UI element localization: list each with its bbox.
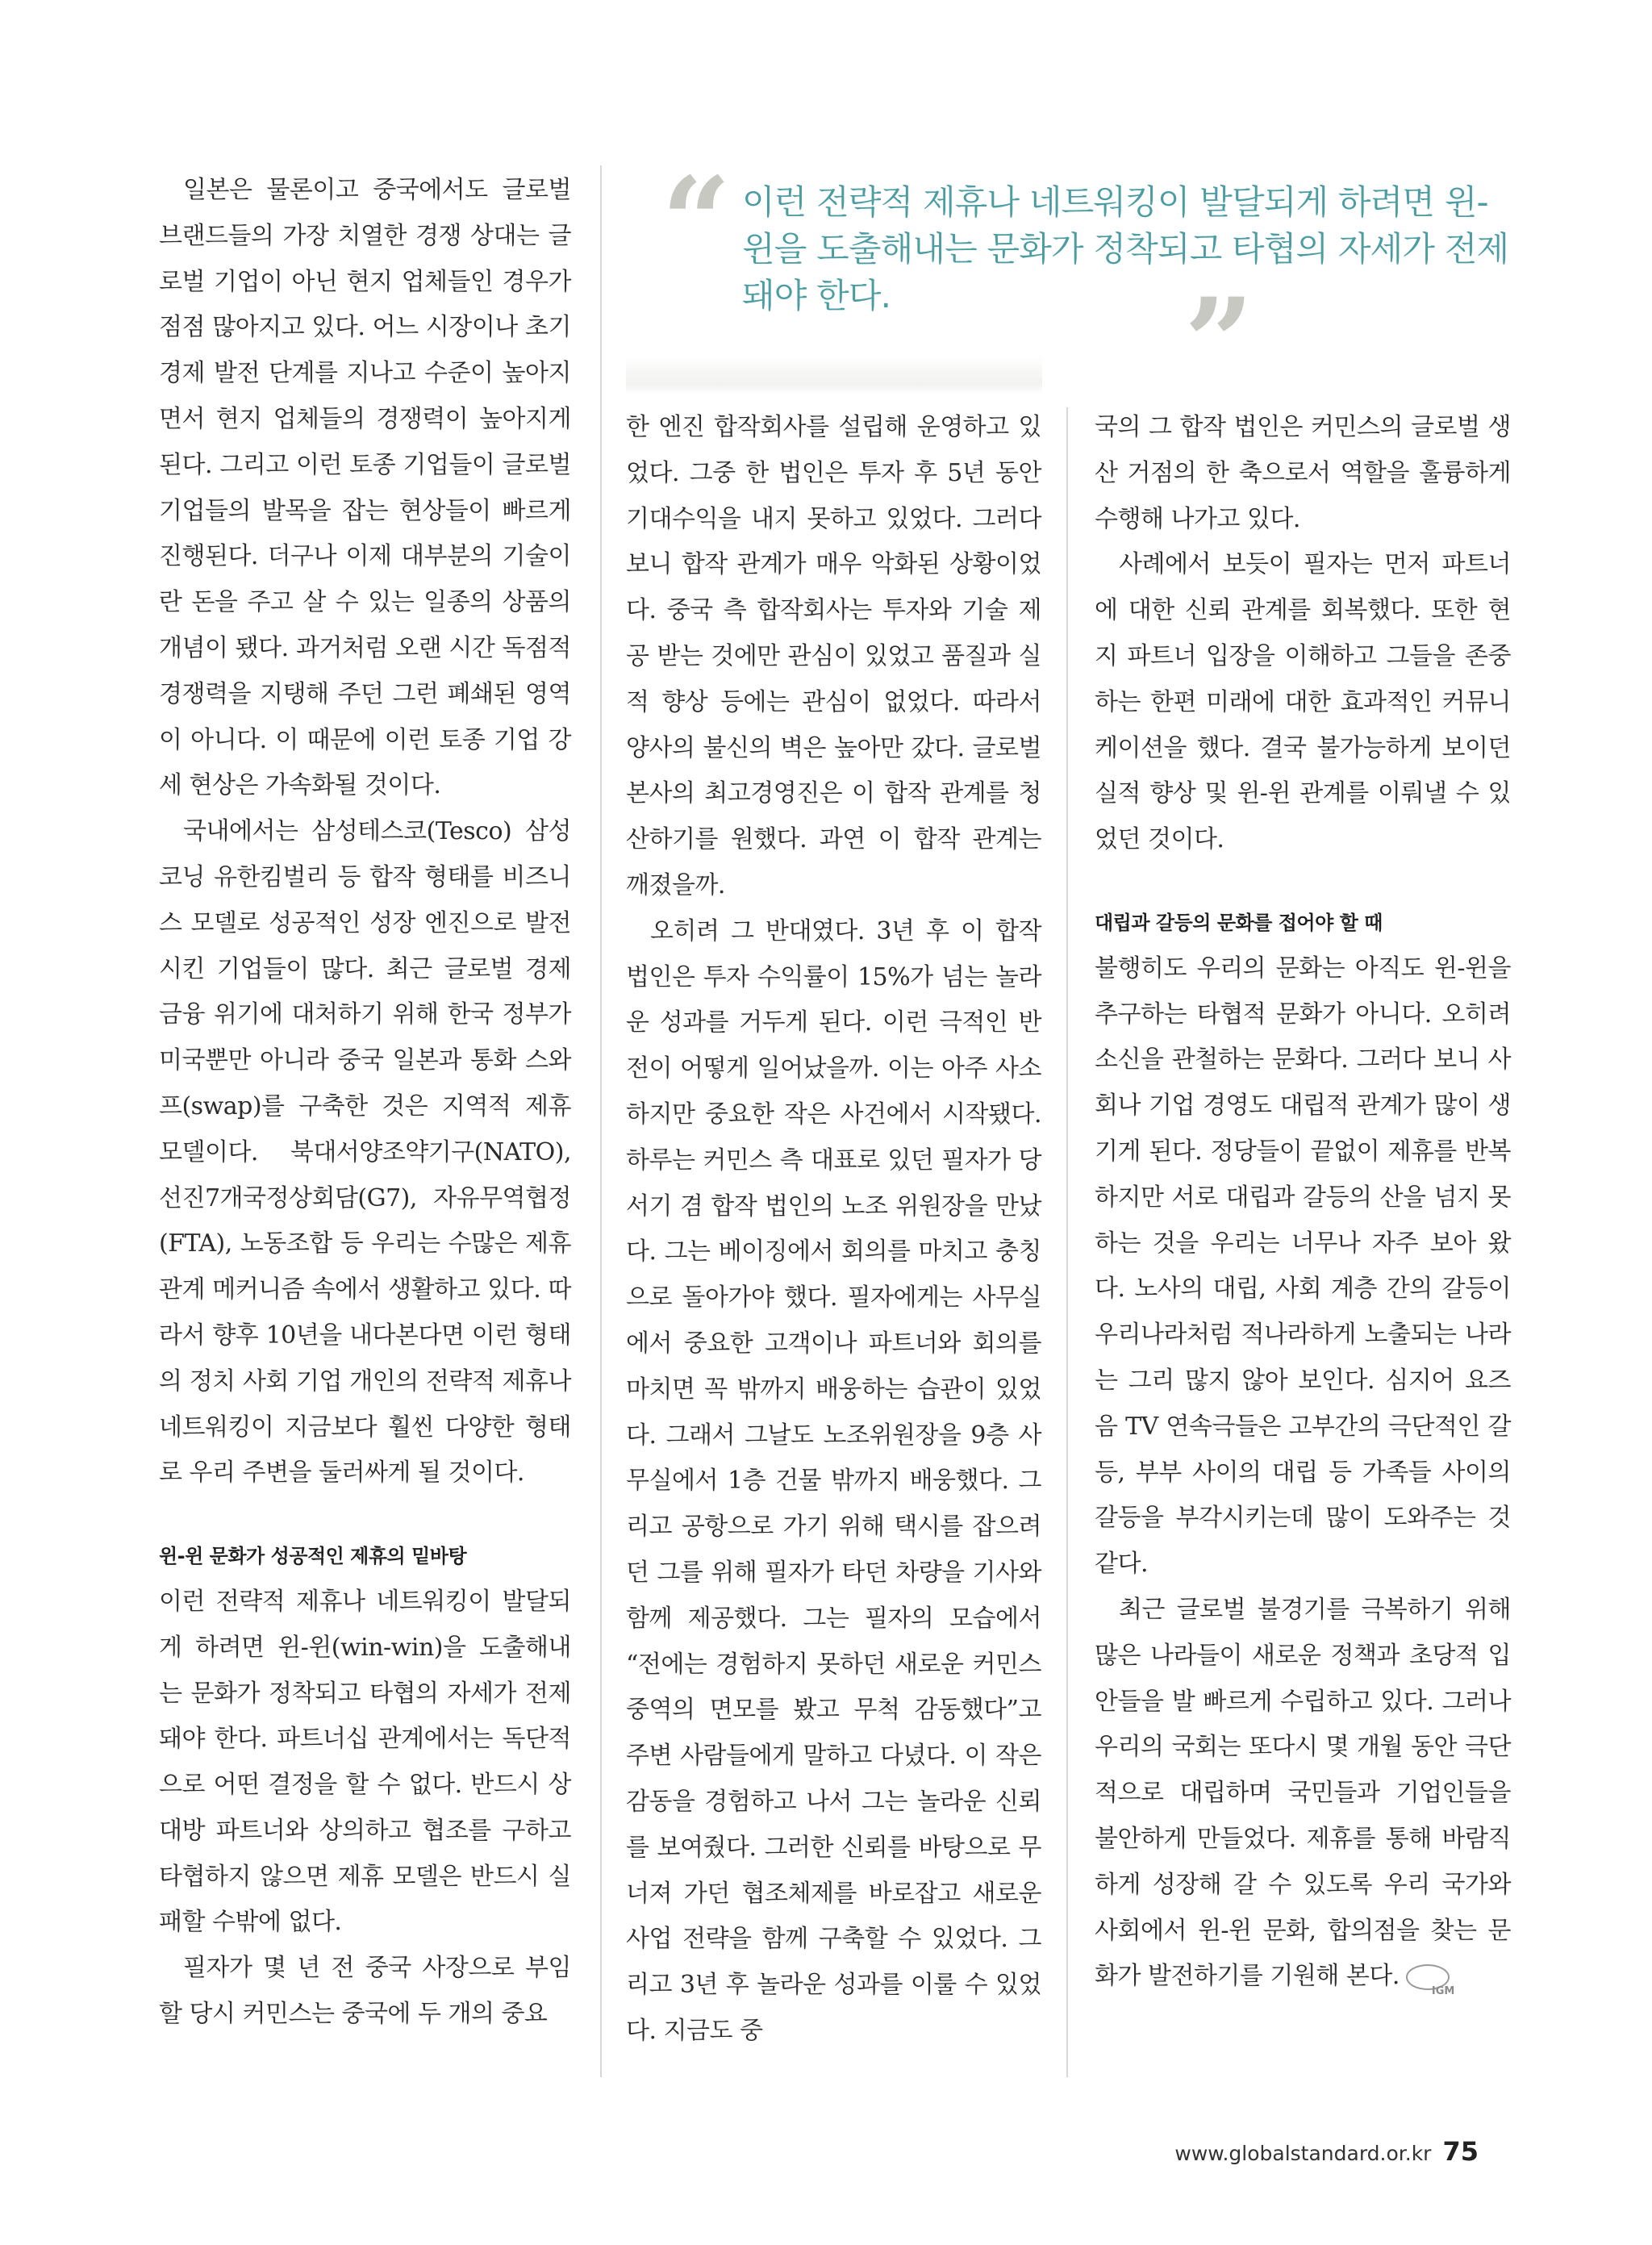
column-divider (1066, 407, 1068, 2077)
page-number: 75 (1442, 2136, 1479, 2167)
article-column-3 (1095, 405, 1511, 2000)
paragraph: 사례에서 보듯이 필자는 먼저 파트너에 대한 신뢰 관계를 회복했다. 또한 현지 파트너 입장을 이해하고 그들을 존중하는 한편 미래에 대한 효과적인 커뮤니케이션을 했다. 결국 불가능하게 보이던 실적 향상 및 윈-윈 관계를 이뤄낼 수 있었던 것이다. (1095, 550, 1511, 854)
pull-quote: 이런 전략적 제휴나 네트워킹이 발달되게 하려면 윈-윈을 도출해내는 문화가 정착되고 타협의 자세가 전제돼야 한다. (742, 182, 1509, 315)
quote-background-fade (626, 355, 1042, 395)
igm-logo-icon (1406, 1964, 1455, 1998)
paragraph: 한 엔진 합작회사를 설립해 운영하고 있었다. 그중 한 법인은 투자 후 5년 동안 기대수익을 내지 못하고 있었다. 그러다 보니 합작 관계가 매우 악화된 상황이었다. 중국 측 합작회사는 투자와 기술 제공 받는 것에만 관심이 있었고 품질과 실적 향상 등에는 관심이 없었다. 따라서 양사의 불신의 벽은 높아만 갔다. 글로벌 본사의 최고경영진은 이 합작 관계를 청산하기를 원했다. 과연 이 합작 관계는 깨졌을까. (626, 413, 1041, 899)
column-divider (600, 165, 602, 2077)
page-footer (1174, 2136, 1479, 2167)
paragraph: 필자가 몇 년 전 중국 사장으로 부임할 당시 커민스는 중국에 두 개의 중요 (159, 1954, 571, 2029)
article-column-2 (626, 405, 1041, 2055)
close-quote-icon: ” (1184, 272, 1254, 414)
logo-text: IGM (1431, 1985, 1455, 1998)
paragraph: 이런 전략적 제휴나 네트워킹이 발달되게 하려면 윈-윈(win-win)을 도출해내는 문화가 정착되고 타협의 자세가 전제돼야 한다. 파트너십 관계에서는 독단적으로 어떤 결정을 할 수 없다. 반드시 상대방 파트너와 상의하고 협조를 구하고 타협하지 않으면 제휴 모델은 반드시 실패할 수밖에 없다. (159, 1587, 571, 1937)
paragraph: 불행히도 우리의 문화는 아직도 윈-윈을 추구하는 타협적 문화가 아니다. 오히려 소신을 관철하는 문화다. 그러다 보니 사회나 기업 경영도 대립적 관계가 많이 생기게 된다. 정당들이 끝없이 제휴를 반복하지만 서로 대립과 갈등의 산을 넘지 못하는 것을 우리는 너무나 자주 보아 왔다. 노사의 대립, 사회 계층 간의 갈등이 우리나라처럼 적나라하게 노출되는 나라는 그리 많지 않아 보인다. 심지어 요즈음 TV 연속극들은 고부간의 극단적인 갈등, 부부 사이의 대립 등 가족들 사이의 갈등을 부각시키는데 많이 도와주는 것 같다. (1095, 953, 1511, 1579)
open-quote-icon: “ (661, 151, 732, 293)
paragraph: 국내에서는 삼성테스코(Tesco) 삼성코닝 유한킴벌리 등 합작 형태를 비즈니스 모델로 성공적인 성장 엔진으로 발전시킨 기업들이 많다. 최근 글로벌 경제 금융 위기에 대처하기 위해 한국 정부가 미국뿐만 아니라 중국 일본과 통화 스와프(swap)를 구축한 것은 지역적 제휴 모델이다. 북대서양조약기구(NATO), 선진7개국정상회담(G7), 자유무역협정(FTA), 노동조합 등 우리는 수많은 제휴 관계 메커니즘 속에서 생활하고 있다. 따라서 향후 10년을 내다본다면 이런 형태의 정치 사회 기업 개인의 전략적 제휴나 네트워킹이 지금보다 훨씬 다양한 형태로 우리 주변을 둘러싸게 될 것이다. (159, 817, 571, 1488)
section-heading: 윈-윈 문화가 성공적인 제휴의 밑바탕 (159, 1545, 467, 1568)
paragraph: 일본은 물론이고 중국에서도 글로벌 브랜드들의 가장 치열한 경쟁 상대는 글로벌 기업이 아닌 현지 업체들인 경우가 점점 많아지고 있다. 어느 시장이나 초기 경제 발전 단계를 지나고 수준이 높아지면서 현지 업체들의 경쟁력이 높아지게 된다. 그리고 이런 토종 기업들이 글로벌 기업들의 발목을 잡는 현상들이 빠르게 진행된다. 더구나 이제 대부분의 기술이란 돈을 주고 살 수 있는 일종의 상품의 개념이 됐다. 과거처럼 오랜 시간 독점적 경쟁력을 지탱해 주던 그런 폐쇄된 영역이 아니다. 이 때문에 이런 토종 기업 강세 현상은 가속화될 것이다. (159, 176, 571, 800)
paragraph (1095, 1588, 1511, 2000)
pull-quote-block (661, 151, 1516, 414)
footer-url: www.globalstandard.or.kr (1174, 2142, 1432, 2165)
paragraph: 오히려 그 반대였다. 3년 후 이 합작 법인은 투자 수익률이 15%가 넘는 놀라운 성과를 거두게 된다. 이런 극적인 반전이 어떻게 일어났을까. 이는 아주 사소하지만 중요한 작은 사건에서 시작됐다. 하루는 커민스 측 대표로 있던 필자가 당 서기 겸 합작 법인의 노조 위원장을 만났다. 그는 베이징에서 회의를 마치고 충칭으로 돌아가야 했다. 필자에게는 사무실에서 중요한 고객이나 파트너와 회의를 마치면 꼭 밖까지 배웅하는 습관이 있었다. 그래서 그날도 노조위원장을 9층 사무실에서 1층 건물 밖까지 배웅했다. 그리고 공항으로 가기 위해 택시를 잡으려던 그를 위해 필자가 타던 차량을 기사와 함께 제공했다. 그는 필자의 모습에서 “전에는 경험하지 못하던 새로운 커민스 중역의 면모를 봤고 무척 감동했다”고 주변 사람들에게 말하고 다녔다. 이 작은 감동을 경험하고 나서 그는 놀라운 신뢰를 보여줬다. 그러한 신뢰를 바탕으로 무너져 가던 협조체제를 바로잡고 새로운 사업 전략을 함께 구축할 수 있었다. 그리고 3년 후 놀라운 성과를 이룰 수 있었다. 지금도 중 (626, 916, 1041, 2045)
paragraph: 국의 그 합작 법인은 커민스의 글로벌 생산 거점의 한 축으로서 역할을 훌륭하게 수행해 나가고 있다. (1095, 413, 1511, 533)
article-column-1 (159, 168, 571, 2038)
section-heading: 대립과 갈등의 문화를 접어야 할 때 (1095, 911, 1383, 934)
paragraph-text: 최근 글로벌 불경기를 극복하기 위해 많은 나라들이 새로운 정책과 초당적 입안들을 발 빠르게 수립하고 있다. 그러나 우리의 국회는 또다시 몇 개월 동안 극단적으로 대립하며 국민들과 기업인들을 불안하게 만들었다. 제휴를 통해 바람직하게 성장해 갈 수 있도록 우리 국가와 사회에서 윈-윈 문화, 합의점을 찾는 문화가 발전하기를 기원해 본다. (1095, 1595, 1511, 1991)
